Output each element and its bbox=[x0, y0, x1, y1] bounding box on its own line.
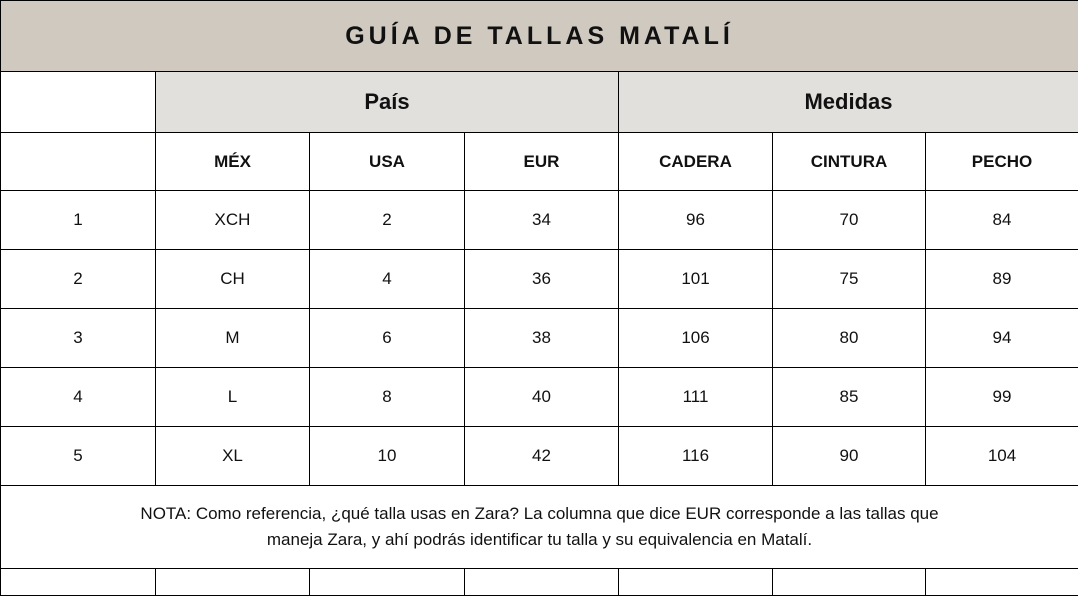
note-text bbox=[1, 486, 1078, 569]
note-line-2: maneja Zara, y ahí podrás identificar tu talla y su equivalencia en Matalí. bbox=[1, 527, 1078, 553]
group-header-corner bbox=[1, 72, 156, 133]
cell-eur: 42 bbox=[465, 427, 619, 486]
cell-mex: CH bbox=[156, 250, 310, 309]
cell-usa: 8 bbox=[310, 368, 465, 427]
stub-cell bbox=[310, 569, 465, 596]
table-stub-row bbox=[1, 569, 1078, 596]
stub-cell bbox=[1, 569, 156, 596]
cell-pecho: 89 bbox=[926, 250, 1078, 309]
cell-eur: 38 bbox=[465, 309, 619, 368]
cell-eur: 40 bbox=[465, 368, 619, 427]
cell-index: 2 bbox=[1, 250, 156, 309]
cell-mex: M bbox=[156, 309, 310, 368]
table-row bbox=[1, 427, 1078, 486]
stub-cell bbox=[465, 569, 619, 596]
table-row bbox=[1, 368, 1078, 427]
page-title: GUÍA DE TALLAS MATALÍ bbox=[1, 1, 1078, 72]
cell-index: 4 bbox=[1, 368, 156, 427]
column-header-mex: MÉX bbox=[156, 133, 310, 191]
cell-mex: XCH bbox=[156, 191, 310, 250]
stub-cell bbox=[619, 569, 773, 596]
cell-cadera: 116 bbox=[619, 427, 773, 486]
cell-cadera: 106 bbox=[619, 309, 773, 368]
column-header-index bbox=[1, 133, 156, 191]
cell-cintura: 70 bbox=[773, 191, 926, 250]
cell-mex: XL bbox=[156, 427, 310, 486]
note-line-1: NOTA: Como referencia, ¿qué talla usas en Zara? La columna que dice EUR corresponde a las tallas que bbox=[1, 501, 1078, 527]
cell-cintura: 75 bbox=[773, 250, 926, 309]
column-header-pecho: PECHO bbox=[926, 133, 1078, 191]
table-note-row bbox=[1, 486, 1078, 569]
cell-index: 1 bbox=[1, 191, 156, 250]
cell-cadera: 96 bbox=[619, 191, 773, 250]
cell-index: 3 bbox=[1, 309, 156, 368]
cell-usa: 2 bbox=[310, 191, 465, 250]
stub-cell bbox=[773, 569, 926, 596]
table-title-row bbox=[1, 1, 1078, 72]
cell-usa: 10 bbox=[310, 427, 465, 486]
table-row bbox=[1, 309, 1078, 368]
cell-eur: 36 bbox=[465, 250, 619, 309]
cell-pecho: 94 bbox=[926, 309, 1078, 368]
cell-eur: 34 bbox=[465, 191, 619, 250]
group-header-country: País bbox=[156, 72, 619, 133]
cell-usa: 4 bbox=[310, 250, 465, 309]
table-group-header-row bbox=[1, 72, 1078, 133]
cell-pecho: 104 bbox=[926, 427, 1078, 486]
table-column-header-row bbox=[1, 133, 1078, 191]
cell-pecho: 99 bbox=[926, 368, 1078, 427]
cell-usa: 6 bbox=[310, 309, 465, 368]
table-row bbox=[1, 250, 1078, 309]
cell-index: 5 bbox=[1, 427, 156, 486]
column-header-cadera: CADERA bbox=[619, 133, 773, 191]
column-header-usa: USA bbox=[310, 133, 465, 191]
column-header-cintura: CINTURA bbox=[773, 133, 926, 191]
cell-cintura: 90 bbox=[773, 427, 926, 486]
cell-mex: L bbox=[156, 368, 310, 427]
cell-cadera: 101 bbox=[619, 250, 773, 309]
cell-cadera: 111 bbox=[619, 368, 773, 427]
table-row bbox=[1, 191, 1078, 250]
column-header-eur: EUR bbox=[465, 133, 619, 191]
group-header-measures: Medidas bbox=[619, 72, 1078, 133]
cell-cintura: 80 bbox=[773, 309, 926, 368]
stub-cell bbox=[926, 569, 1078, 596]
cell-pecho: 84 bbox=[926, 191, 1078, 250]
stub-cell bbox=[156, 569, 310, 596]
cell-cintura: 85 bbox=[773, 368, 926, 427]
